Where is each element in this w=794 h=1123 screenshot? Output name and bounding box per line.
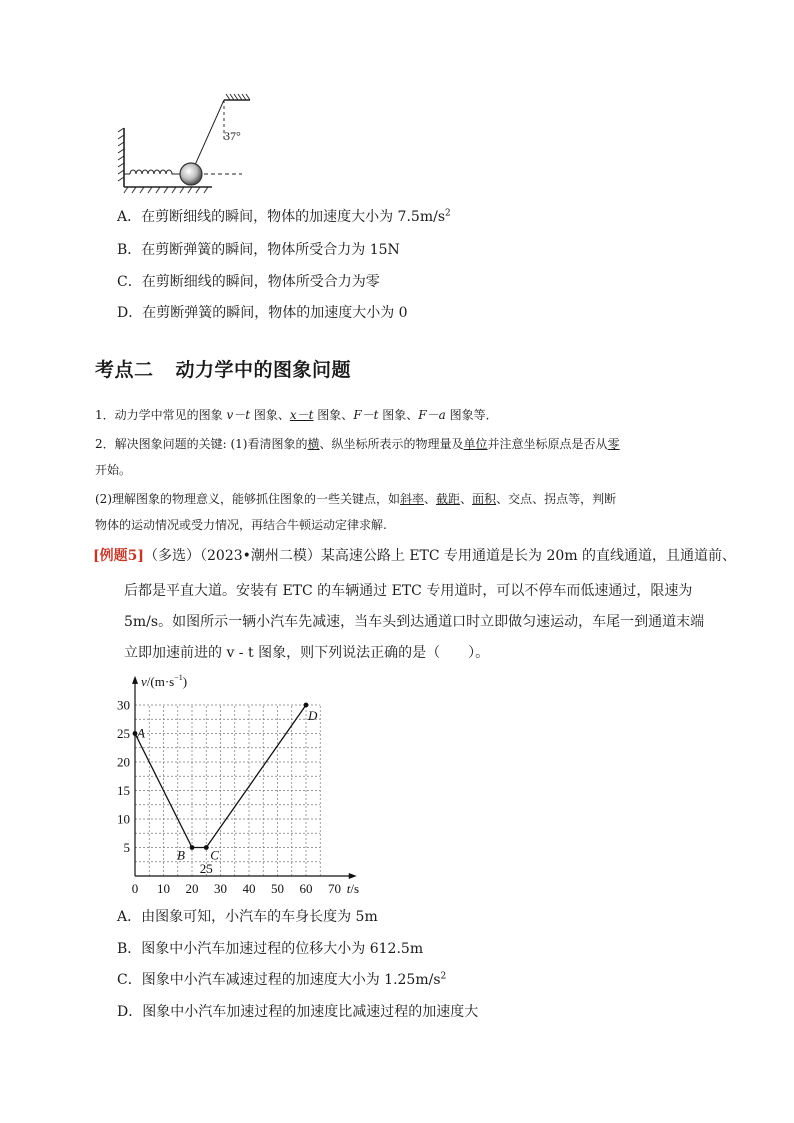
x-tick-label: 20 — [185, 881, 199, 896]
chart-ticks — [117, 698, 341, 897]
y-tick-label: 10 — [117, 811, 130, 827]
string — [191, 100, 224, 174]
example-label: [例题5] — [93, 548, 144, 564]
note-line-3: (2)理解图象的物理意义，能够抓住图象的一些关键点，如斜率、截距、面积、交点、拐点等，判断 — [95, 492, 617, 506]
y-tick-label: 20 — [117, 754, 130, 770]
x-axis-arrow — [349, 873, 357, 879]
point-c — [204, 845, 209, 850]
q1-option-b: B．在剪断弹簧的瞬间，物体所受合力为 15N — [117, 242, 400, 258]
point-label-c: C — [210, 847, 219, 863]
angle-label: 37° — [224, 129, 241, 143]
point-label-b: B — [177, 847, 185, 863]
q2-option-a: A．由图象可知，小汽车的车身长度为 5m — [117, 909, 378, 925]
x-tick-label: 0 — [131, 881, 139, 896]
example-line-1: [例题5]（多选）（2023•潮州二模）某高速公路上 ETC 专用通道是长为 20m 的直线通道，且通道前、 — [93, 548, 737, 564]
example-line-4: 立即加速前进的 v - t 图象，则下列说法正确的是（ ）。 — [124, 645, 490, 661]
point-label-a: A — [137, 725, 145, 741]
y-tick-label: 5 — [123, 840, 130, 855]
extra-x-label: 25 — [199, 861, 213, 876]
section-heading — [95, 355, 351, 382]
q2-option-d: D．图象中小汽车加速过程的加速度比减速过程的加速度大 — [117, 1004, 479, 1020]
point-b — [190, 845, 195, 850]
y-axis-label: $v/(m\cdot s^{-1})$ — [141, 672, 188, 689]
vt-chart — [108, 672, 388, 904]
wall-hatch — [118, 128, 124, 181]
floor-hatch — [124, 187, 208, 193]
q2-option-b: B．图象中小汽车加速过程的位移大小为 612.5m — [117, 941, 424, 957]
note-line-1: 1．动力学中常见的图象 v－t 图象、x－t 图象、F－t 图象、F－a 图象等． — [95, 408, 498, 422]
point-d — [304, 703, 309, 708]
x-axis-label: t/s — [346, 881, 360, 896]
x-tick-label: 40 — [242, 881, 256, 896]
y-axis-arrow — [132, 676, 138, 684]
q1-option-d: D．在剪断弹簧的瞬间，物体的加速度大小为 0 — [117, 305, 408, 321]
x-tick-label: 60 — [299, 881, 313, 896]
note-line-2: 2．解决图象问题的关键: (1)看清图象的横、纵坐标所表示的物理量及单位并注意坐标原点是否从零 — [95, 437, 620, 451]
section-number: 考点二 — [95, 359, 154, 381]
example-line-2: 后都是平直大道。安装有 ETC 的车辆通过 ETC 专用道时，可以不停车而低速通过，限速为 — [124, 583, 693, 599]
point-label-d: D — [308, 708, 318, 723]
example-line-3: 5m/s。如图所示一辆小汽车先减速，当车头到达通道口时立即做匀速运动，车尾一到通道末端 — [124, 614, 705, 630]
chart-series — [133, 703, 318, 863]
note-line-3b: 物体的运动情况或受力情况，再结合牛顿运动定律求解. — [95, 518, 387, 532]
x-tick-label: 70 — [328, 881, 341, 896]
x-tick-label: 30 — [214, 881, 227, 896]
spring-ball-figure — [112, 92, 252, 196]
y-tick-label: 15 — [117, 783, 130, 798]
q1-option-c: C．在剪断细线的瞬间，物体所受合力为零 — [117, 274, 380, 290]
ceiling-hatch — [226, 94, 250, 100]
spring — [124, 170, 180, 174]
note-line-2b: 开始。 — [95, 463, 132, 477]
x-tick-label: 10 — [157, 881, 170, 896]
y-tick-label: 25 — [117, 726, 130, 741]
y-tick-label: 30 — [117, 697, 130, 713]
q1-option-a: A．在剪断细线的瞬间，物体的加速度大小为 $7.5m/s^2$ — [117, 208, 451, 225]
x-tick-label: 50 — [271, 881, 284, 896]
q2-option-c: C．图象中小汽车减速过程的加速度大小为 $1.25m/s^2$ — [117, 971, 447, 988]
section-title: 动力学中的图象问题 — [175, 359, 352, 381]
ball — [180, 163, 202, 185]
chart-axes — [132, 673, 359, 896]
